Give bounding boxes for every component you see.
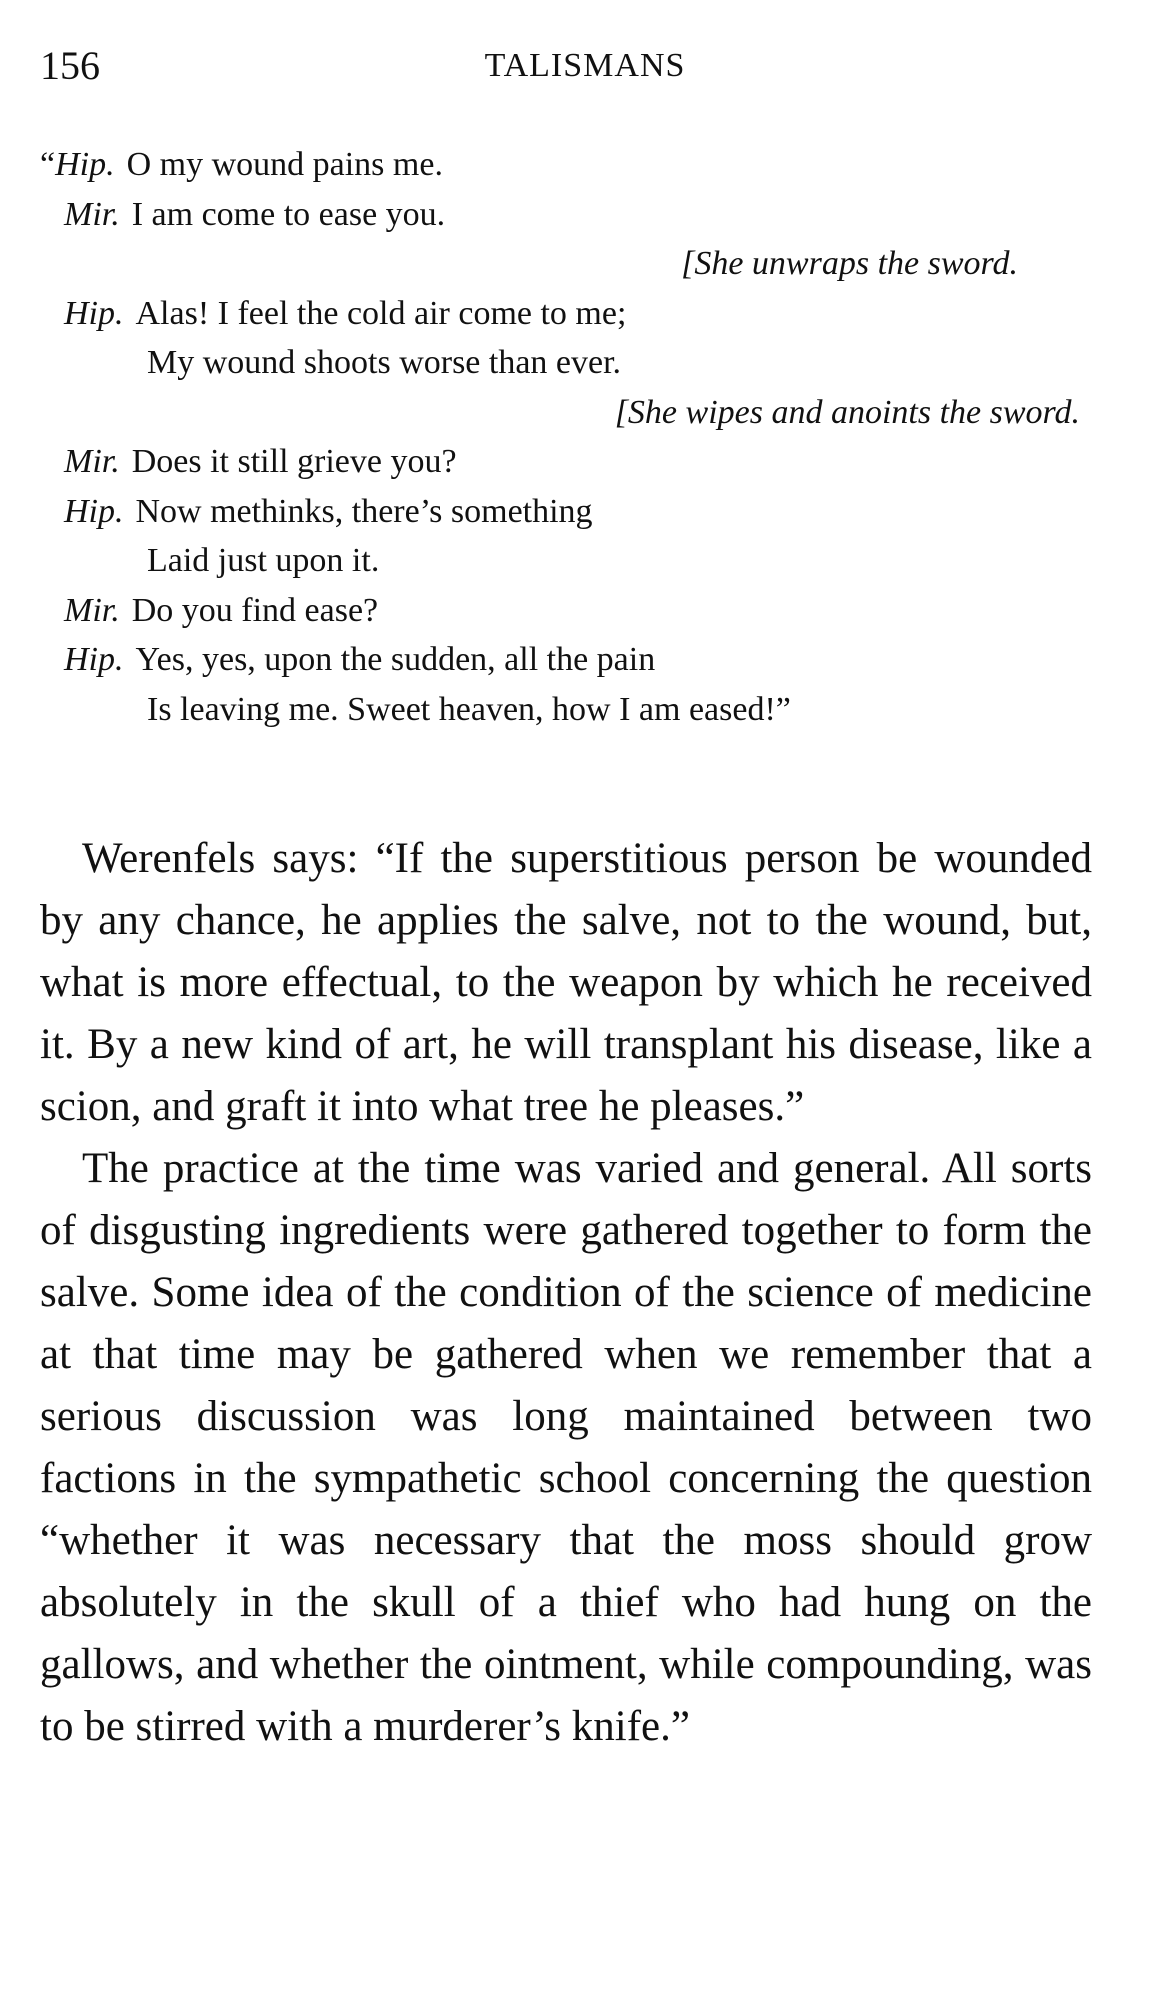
verse-dialogue [40, 140, 1080, 734]
verse-text: Does it still grieve you? [131, 443, 457, 480]
speaker-name: Hip. [55, 146, 115, 183]
verse-text: Alas! I feel the cold air come to me; [135, 294, 627, 332]
verse-line [40, 289, 1080, 339]
stage-direction: [She wipes and anoints the sword. [614, 393, 1080, 431]
verse-continuation [40, 338, 1080, 388]
stage-direction: [She unwraps the sword. [681, 245, 1018, 282]
opening-quote: “ [40, 146, 56, 183]
verse-continuation [40, 685, 1080, 735]
verse-line [40, 437, 1080, 487]
verse-line [40, 190, 1080, 240]
stage-direction-line [40, 239, 1080, 289]
speaker-name: Mir. [64, 443, 120, 480]
verse-text: Laid just upon it. [147, 542, 380, 579]
speaker-name: Hip. [64, 492, 124, 530]
speaker-name: Hip. [64, 294, 124, 332]
verse-text: I am come to ease you. [131, 195, 446, 233]
body-text [40, 828, 1092, 1758]
paragraph-practice: The practice at the time was varied and general. All sorts of disgusting ingredients were gathered together to form the salve. Some idea of the condition of the science of medicine at that time may be gathered when we remember that a serious discussion was long maintained between two factions in the sympathetic school concerning the question “whether it was necessary that the moss should grow absolutely in the skull of a thief who had hung on the gallows, and whether the ointment, while compounding, was to be stirred with a murderer’s knife.” [40, 1145, 1092, 1750]
verse-continuation [40, 536, 1080, 586]
verse-text: Yes, yes, upon the sudden, all the pain [135, 641, 656, 678]
running-head [40, 36, 1090, 96]
speaker-name: Mir. [64, 591, 120, 629]
verse-text: Now methinks, there’s something [135, 492, 593, 530]
verse-line [40, 635, 1080, 685]
stage-direction-line [40, 388, 1080, 438]
verse-line [40, 487, 1080, 537]
verse-text: My wound shoots worse than ever. [147, 344, 622, 381]
verse-text: Is leaving me. Sweet heaven, how I am eased!” [147, 690, 791, 728]
verse-line [40, 140, 1080, 190]
running-title: TALISMANS [484, 47, 686, 84]
verse-text: Do you find ease? [131, 591, 379, 629]
speaker-name: Hip. [64, 641, 124, 678]
speaker-name: Mir. [64, 195, 120, 233]
verse-line [40, 586, 1080, 636]
verse-text: O my wound pains me. [126, 146, 443, 183]
paragraph-werenfels: Werenfels says: “If the superstitious person be wounded by any chance, he applies the salve, not to the wound, but, what is more effectual, to the weapon by which he received it. By a new kind of art, he will transplant his disease, like a scion, and graft it into what tree he pleases.” [40, 835, 1092, 1130]
page-number: 156 [40, 43, 100, 88]
